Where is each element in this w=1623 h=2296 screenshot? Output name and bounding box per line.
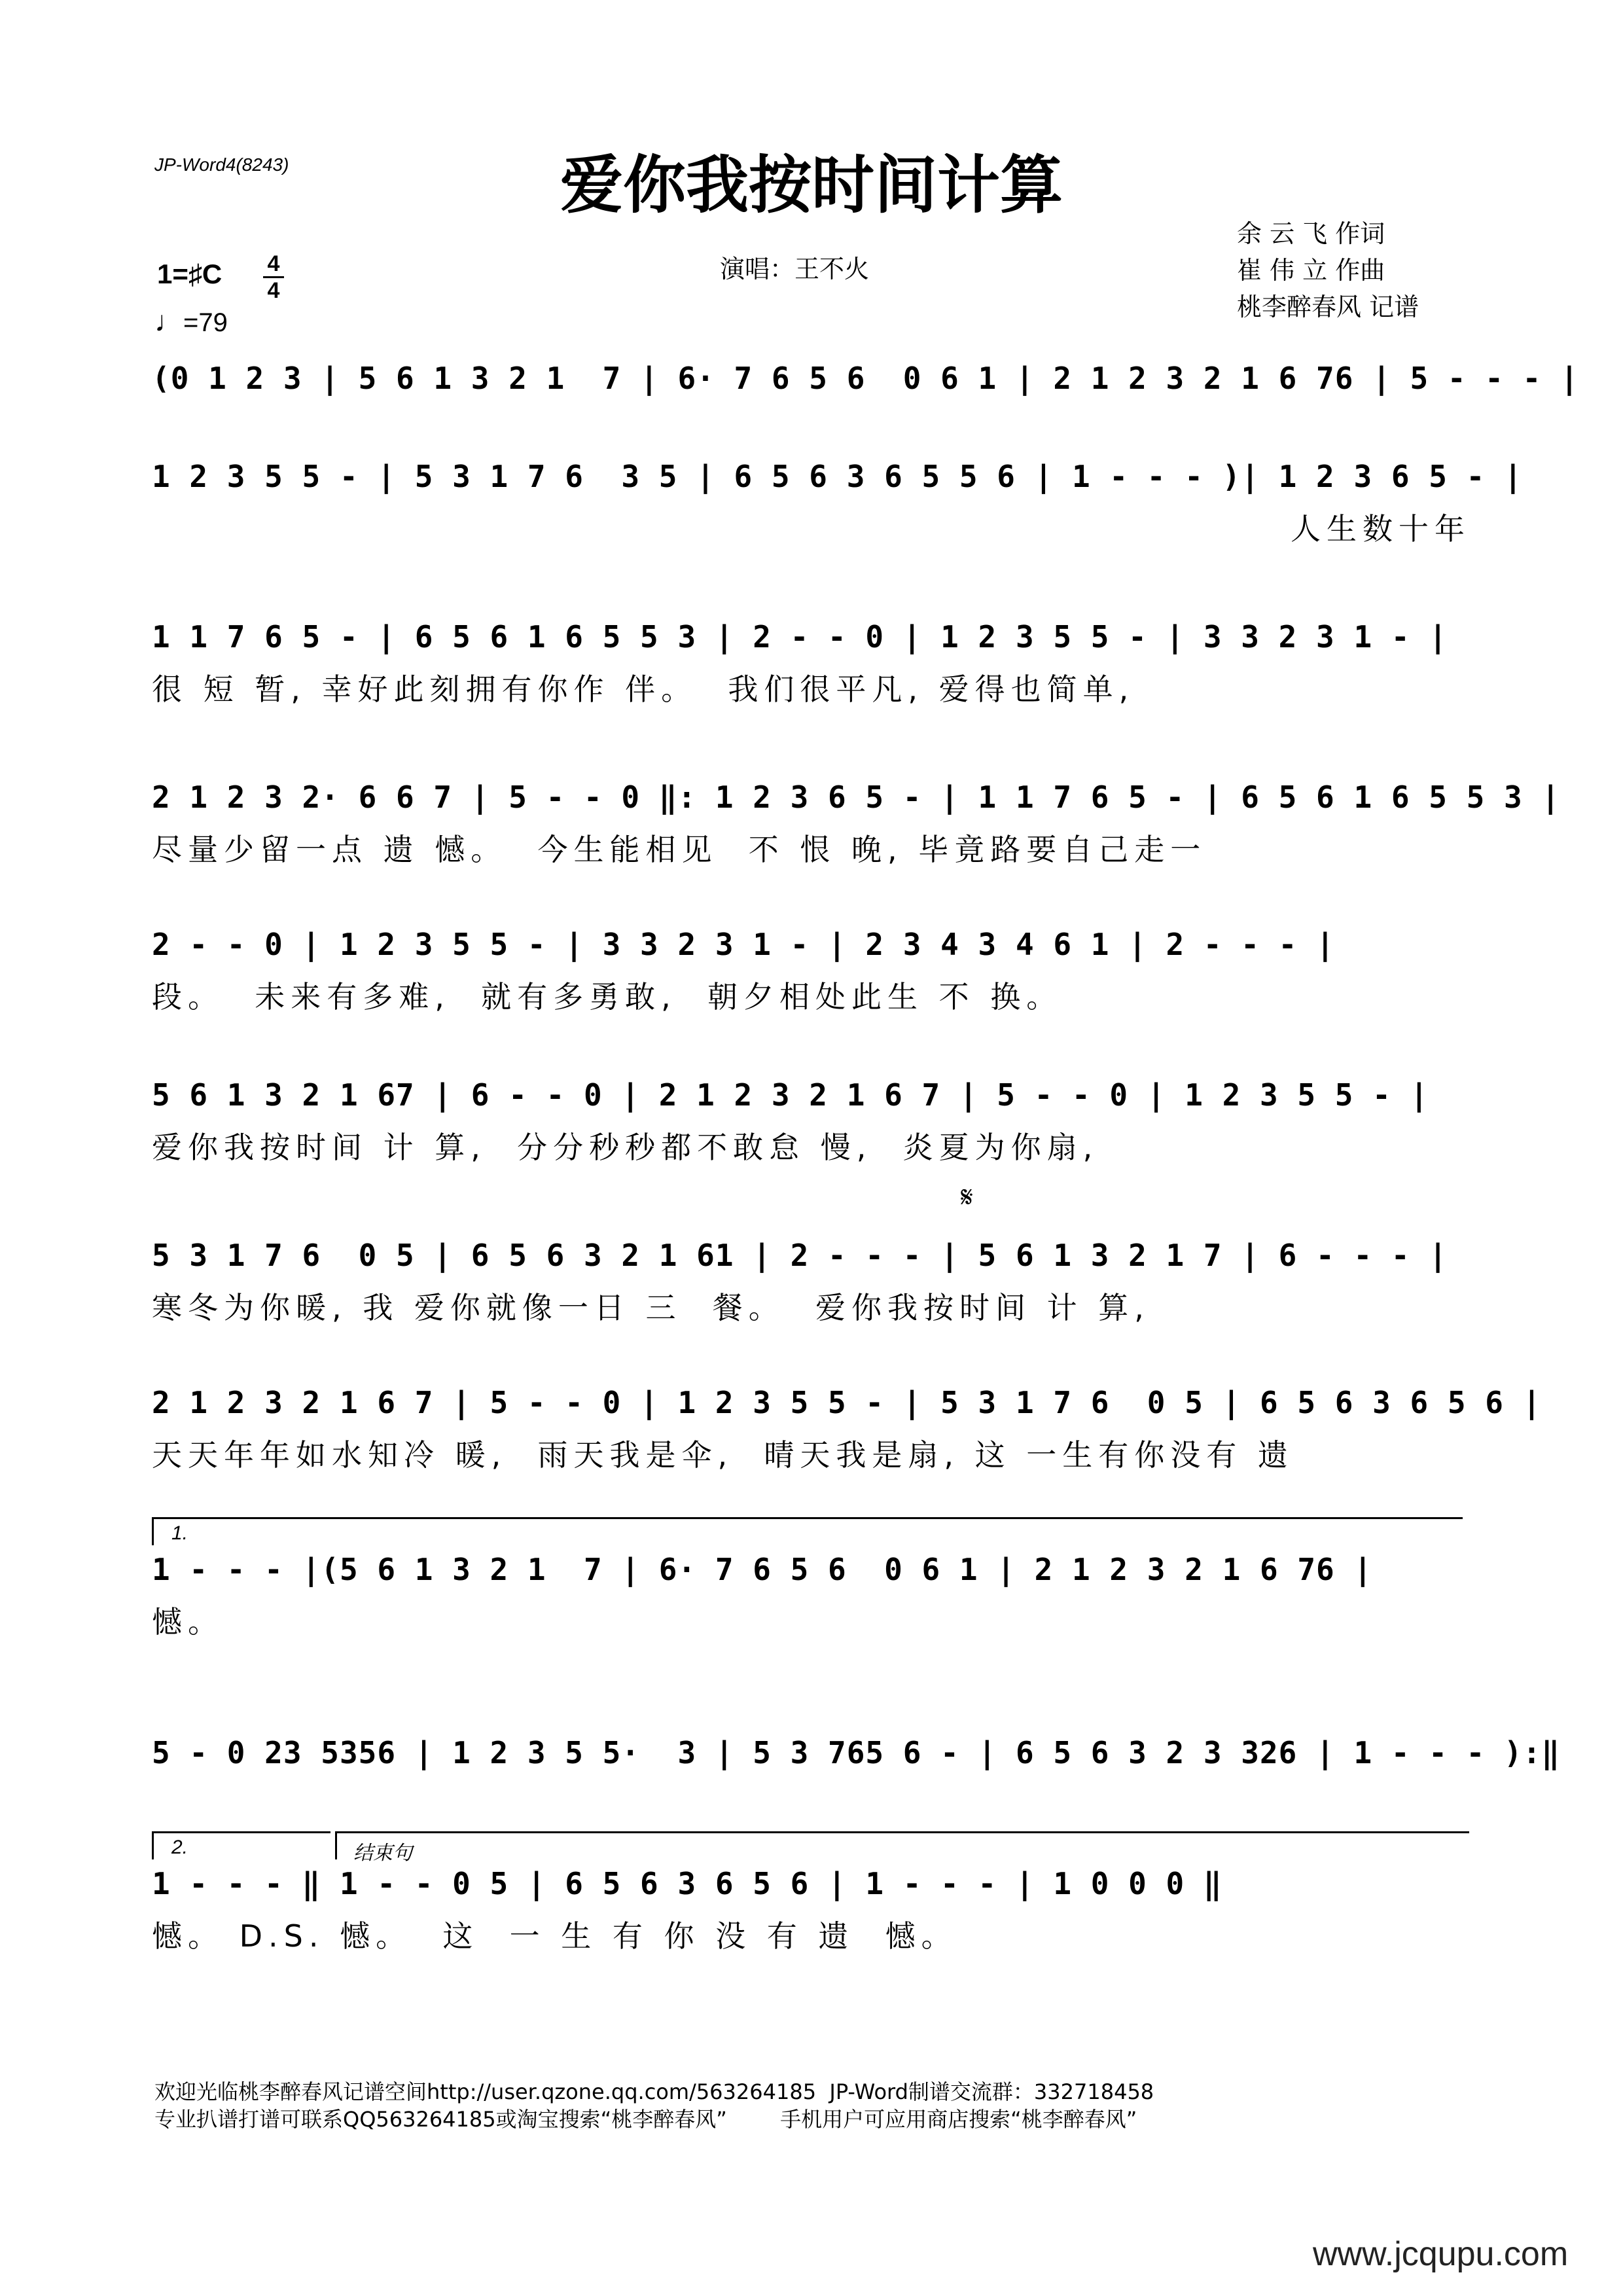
notation-line: 5 6 1 3 2 1 67 | 6 - - 0 | 2 1 2 3 2 1 6 7 | 5 - - 0 | 1 2 3 5 5 - | xyxy=(152,1077,1429,1113)
footer-line-1: 欢迎光临桃李醉春风记谱空间http://user.qzone.qq.com/563264185 JP-Word制谱交流群：332718458 xyxy=(154,2079,1154,2104)
notation-line: 2 - - 0 | 1 2 3 5 5 - | 3 3 2 3 1 - | 2 3 4 3 4 6 1 | 2 - - - | xyxy=(152,927,1335,962)
lyrics-line: 憾。 D.S. 憾。 这 一 生 有 你 没 有 遗 憾。 xyxy=(152,1918,957,1954)
lyrics-line: 天天年年如水知冷 暖, 雨天我是伞, 晴天我是扇, 这 一生有你没有 遗 xyxy=(152,1437,1294,1473)
lyricist-credit: 余 云 飞 作词 xyxy=(1237,219,1385,248)
notation-line: 1 - - - |(5 6 1 3 2 1 7 | 6· 7 6 5 6 0 6 1 | 2 1 2 3 2 1 6 76 | xyxy=(152,1552,1373,1587)
time-signature-top: 4 xyxy=(267,251,280,276)
lyrics-line: 很 短 暂, 幸好此刻拥有你作 伴。 我们很平凡, 爱得也简单, xyxy=(152,672,1135,707)
notation-line: 2 1 2 3 2 1 6 7 | 5 - - 0 | 1 2 3 5 5 - | 5 3 1 7 6 0 5 | 6 5 6 3 6 5 6 | xyxy=(152,1385,1542,1420)
score-system-9 xyxy=(152,1554,1471,1679)
score-system-11 xyxy=(152,1866,1471,1993)
coda-bracket xyxy=(335,1831,1469,1859)
software-label: JP-Word4(8243) xyxy=(154,154,289,175)
lyrics-line: 段。 未来有多难, 就有多勇敢, 朝夕相处此生 不 换。 xyxy=(152,979,1063,1014)
notation-line: 1 - - - ‖ 1 - - 0 5 | 6 5 6 3 6 5 6 | 1 - - - | 1 0 0 0 ‖ xyxy=(152,1866,1222,1901)
quarter-note-icon: ♩ xyxy=(154,306,183,338)
first-ending-bracket xyxy=(152,1517,1463,1545)
score-system-5 xyxy=(152,929,1471,1054)
first-ending-label: 1. xyxy=(171,1522,188,1544)
segno-sign: 𝄋 xyxy=(961,1181,973,1214)
notation-line: 5 - 0 23 5356 | 1 2 3 5 5· 3 | 5 3 765 6 - | 6 5 6 3 2 3 326 | 1 - - - ):‖ xyxy=(152,1735,1561,1770)
score-system-6 xyxy=(152,1077,1471,1204)
song-title: 爱你我按时间计算 xyxy=(560,148,1063,222)
score-system-8 xyxy=(152,1385,1542,1512)
notation-line: 1 1 7 6 5 - | 6 5 6 1 6 5 5 3 | 2 - - 0 | 1 2 3 5 5 - | 3 3 2 3 1 - | xyxy=(152,619,1448,655)
lyrics-line: 爱你我按时间 计 算, 分分秒秒都不敢怠 慢, 炎夏为你扇, xyxy=(152,1130,1099,1165)
singer: 演唱：王不火 xyxy=(720,255,870,283)
score-system-3 xyxy=(152,619,1471,746)
tempo-marking xyxy=(154,308,228,336)
time-signature xyxy=(260,253,287,302)
tempo-value: =79 xyxy=(183,308,228,337)
notation-line: 1 2 3 5 5 - | 5 3 1 7 6 3 5 | 6 5 6 3 6 5 5 6 | 1 - - - )| 1 2 3 6 5 - | xyxy=(152,459,1523,494)
score-system-7 xyxy=(152,1240,1471,1365)
transcriber-credit: 桃李醉春风 记谱 xyxy=(1237,293,1419,321)
notation-line: (0 1 2 3 | 5 6 1 3 2 1 7 | 6· 7 6 5 6 0 6 1 | 2 1 2 3 2 1 6 76 | 5 - - - | xyxy=(152,361,1579,396)
lyrics-line: 憾。 xyxy=(152,1604,224,1640)
composer-credit: 崔 伟 立 作曲 xyxy=(1237,256,1385,285)
time-signature-bottom: 4 xyxy=(267,278,280,303)
second-ending-label: 2. xyxy=(171,1837,188,1858)
lyrics-line: 人生数十年 xyxy=(1291,511,1471,547)
coda-label: 结束句 xyxy=(353,1842,412,1864)
footer-line-2: 专业扒谱打谱可联系QQ563264185或淘宝搜索“桃李醉春风” 手机用户可应用商店搜索“桃李醉春风” xyxy=(154,2107,1137,2132)
lyrics-line: 尽量少留一点 遗 憾。 今生能相见 不 恨 晚, 毕竟路要自己走一 xyxy=(152,832,1207,867)
score-system-2 xyxy=(152,459,1523,586)
site-watermark: www.jcqupu.com xyxy=(1313,2235,1569,2273)
notation-line: 5 3 1 7 6 0 5 | 6 5 6 3 2 1 61 | 2 - - - | 5 6 1 3 2 1 7 | 6 - - - | xyxy=(152,1238,1448,1273)
lyrics-line: 寒冬为你暖, 我 爱你就像一日 三 餐。 爱你我按时间 计 算, xyxy=(152,1290,1150,1325)
notation-line: 2 1 2 3 2· 6 6 7 | 5 - - 0 ‖: 1 2 3 6 5 - | 1 1 7 6 5 - | 6 5 6 1 6 5 5 3 | xyxy=(152,780,1561,815)
key-signature: 1=♯C xyxy=(157,259,223,289)
score-system-4 xyxy=(152,780,1561,906)
